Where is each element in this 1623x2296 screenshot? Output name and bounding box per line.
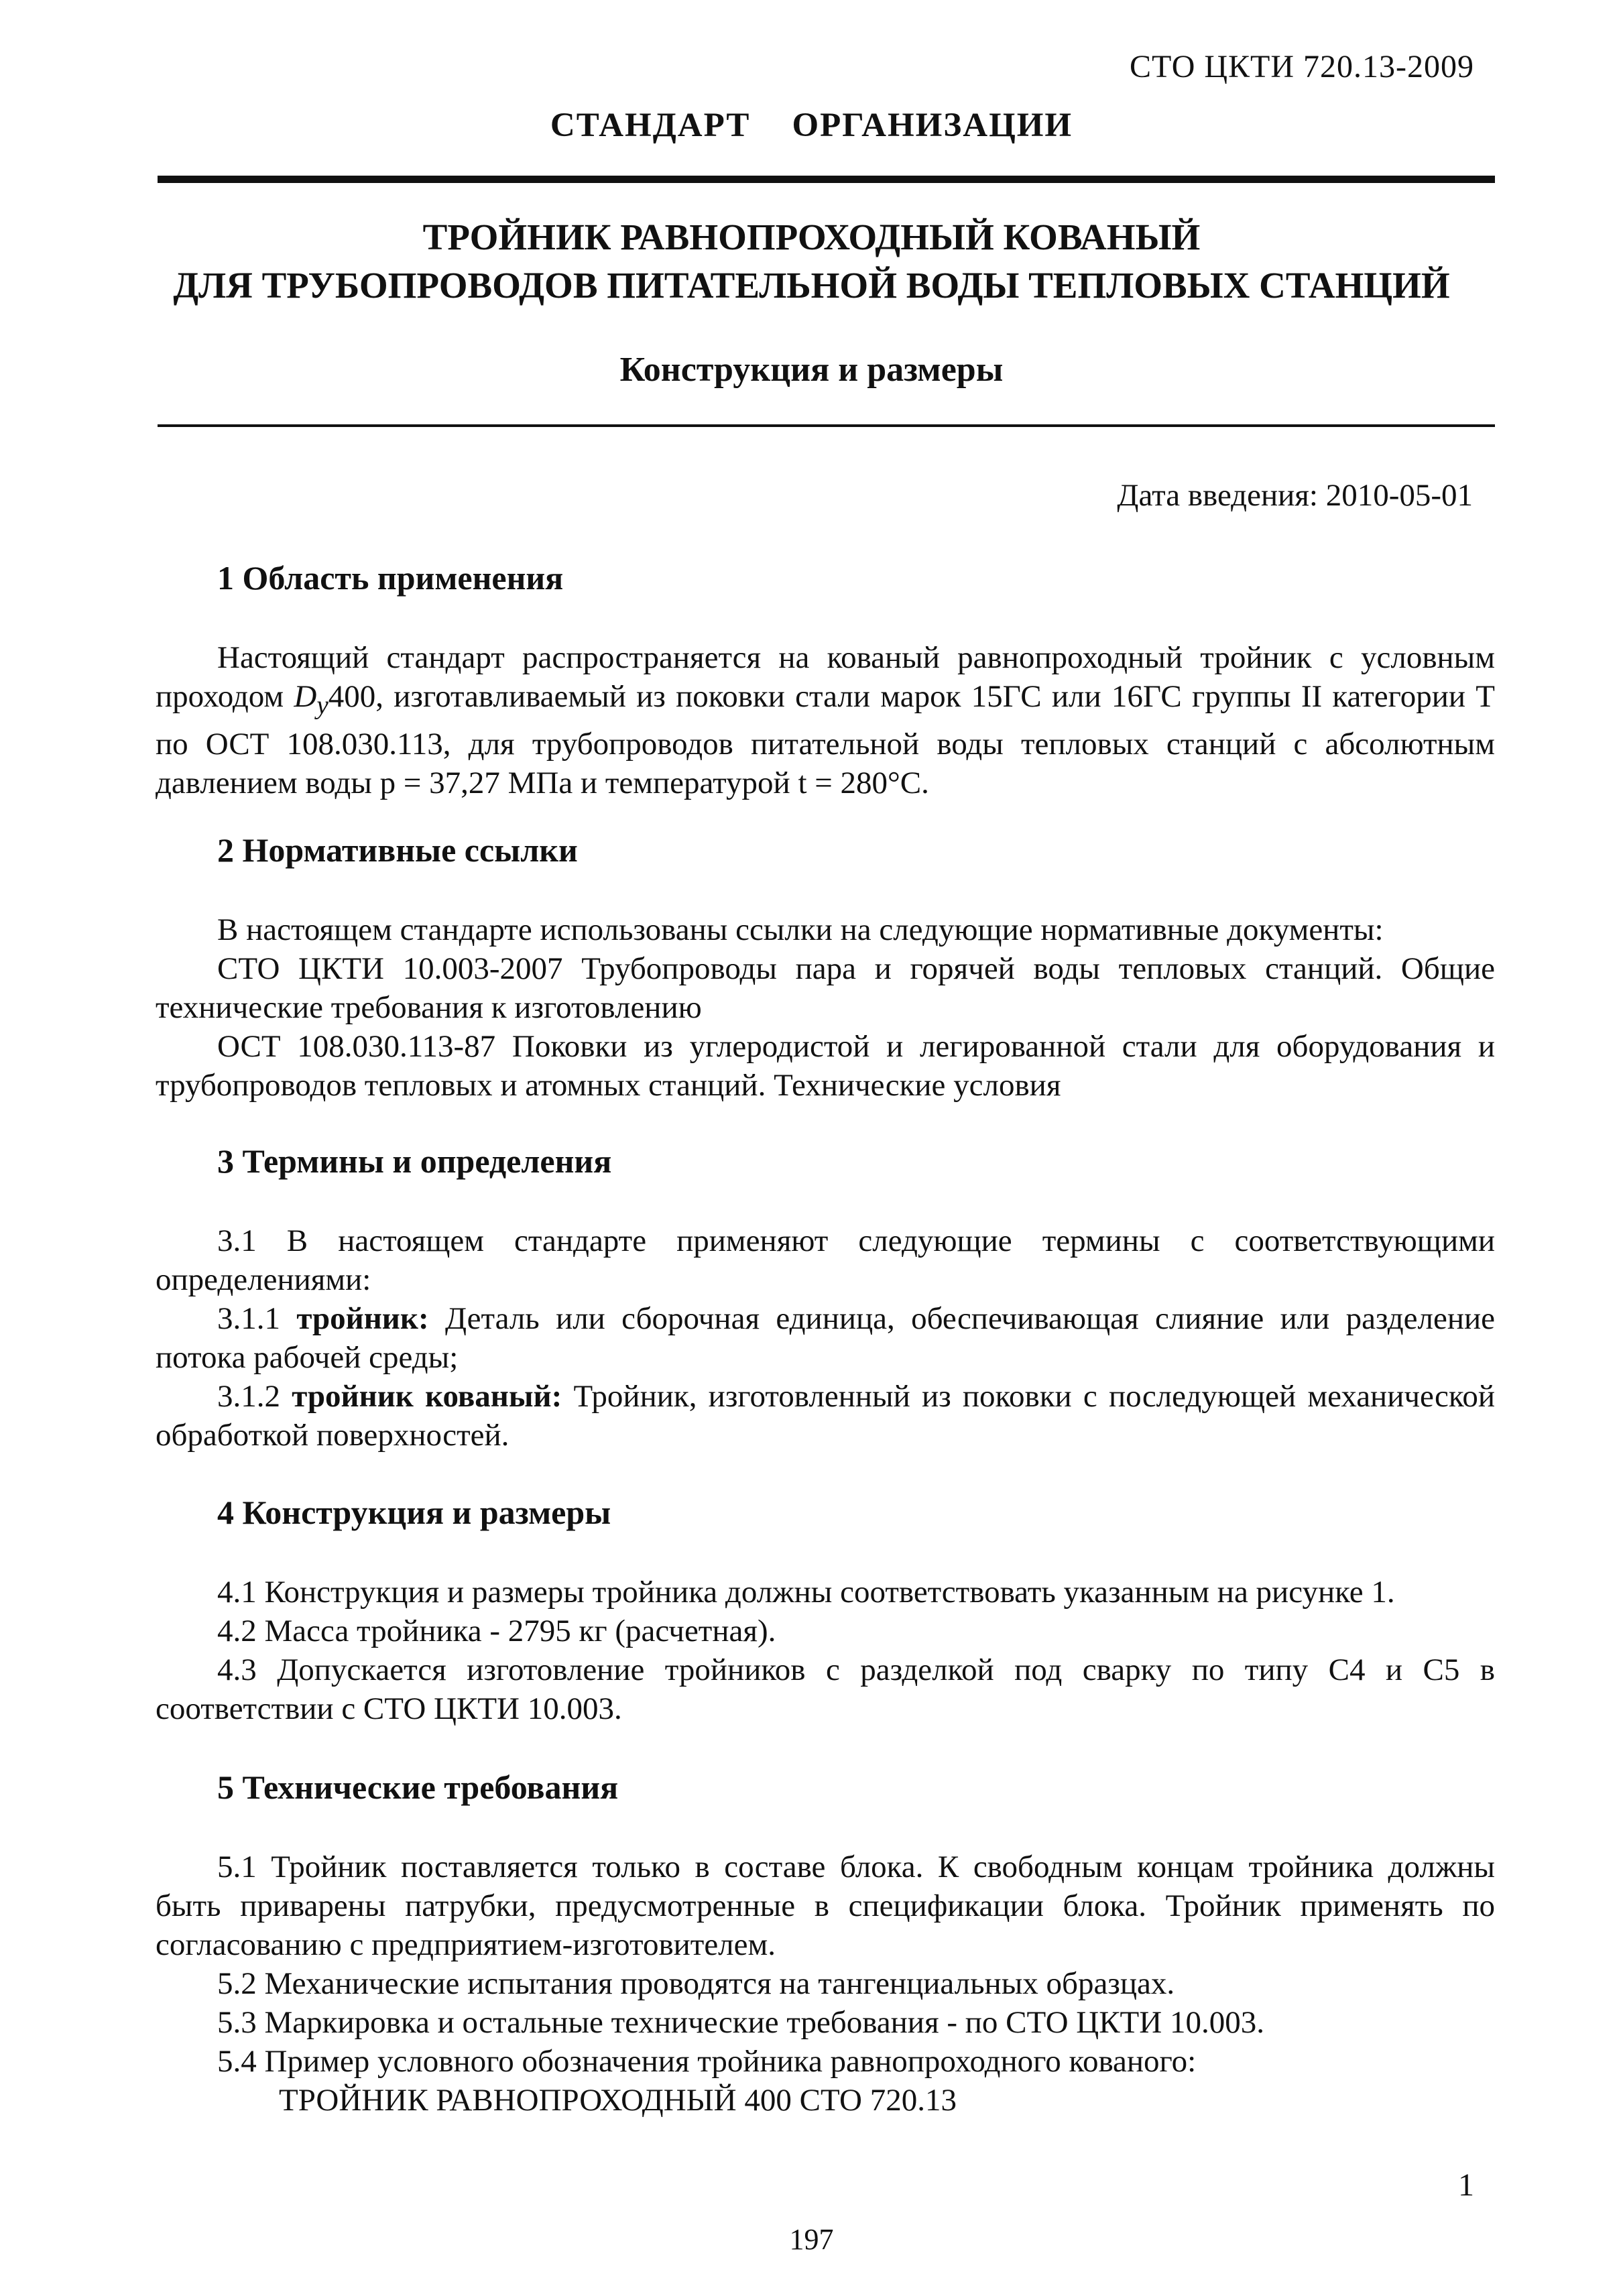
standard-word: СТАНДАРТ	[550, 107, 751, 144]
clause-4-3: 4.3 Допускается изготовление тройников с разделкой под сварку по типу С4 и С5 в соответствии с СТО ЦКТИ 10.003.	[156, 1652, 1495, 1726]
term-text: Деталь или сборочная единица, обеспечивающая слияние или разделение потока рабочей среды;	[156, 1301, 1495, 1375]
document-subtitle: Конструкция и размеры	[619, 351, 1004, 389]
organization-word: ОРГАНИЗАЦИИ	[792, 107, 1073, 144]
clause-5-4: 5.4 Пример условного обозначения тройника равнопроходного кованого:	[217, 2044, 1197, 2079]
nominal-diameter-subscript: y	[316, 690, 328, 720]
term-definition	[156, 1299, 1495, 1377]
section-technical-requirements	[156, 1767, 1495, 2120]
title-rule	[158, 424, 1495, 427]
section-heading: 2 Нормативные ссылки	[217, 831, 578, 869]
term-text: Тройник, изготовленный из поковки с последующей механической обработкой поверхностей.	[156, 1379, 1495, 1453]
introduction-date: Дата введения: 2010-05-01	[1117, 478, 1473, 513]
term-name: тройник кованый:	[292, 1379, 562, 1414]
term-number: 3.1.2	[217, 1379, 292, 1414]
title-line-2: ДЛЯ ТРУБОПРОВОДОВ ПИТАТЕЛЬНОЙ ВОДЫ ТЕПЛОВЫХ СТАНЦИЙ	[173, 265, 1450, 306]
standard-type-heading	[0, 106, 1623, 145]
designation-example: ТРОЙНИК РАВНОПРОХОДНЫЙ 400 СТО 720.13	[279, 2083, 957, 2118]
references-intro: В настоящем стандарте использованы ссылки на следующие нормативные документы:	[217, 912, 1384, 947]
clause-5-1: 5.1 Тройник поставляется только в составе блока. К свободным концам тройника должны быть приварены патрубки, предусмотренные в спецификации блока. Тройник применять по согласованию с предприятием-изготовителем.	[156, 1850, 1495, 1962]
section-normative-references	[156, 830, 1495, 1105]
scope-text-end: 400, изготавливаемый из поковки стали марок 15ГС или 16ГС группы II категории Т по ОСТ 108.030.113, для трубопроводов питательной воды тепловых станций с абсолютным давлением воды p = 37,27 МПа и температурой t = 280°С.	[156, 679, 1495, 801]
title-line-1: ТРОЙНИК РАВНОПРОХОДНЫЙ КОВАНЫЙ	[422, 217, 1201, 257]
section-design-dimensions	[156, 1492, 1495, 1728]
clause-5-3: 5.3 Маркировка и остальные технические требования - по СТО ЦКТИ 10.003.	[217, 2005, 1264, 2040]
term-name: тройник:	[296, 1301, 429, 1336]
reference-item: СТО ЦКТИ 10.003-2007 Трубопроводы пара и горячей воды тепловых станций. Общие технические требования к изготовлению	[156, 951, 1495, 1025]
document-code: СТО ЦКТИ 720.13-2009	[1129, 49, 1474, 84]
term-definition	[156, 1377, 1495, 1455]
clause-4-2: 4.2 Масса тройника - 2795 кг (расчетная).	[217, 1614, 776, 1648]
section-terms-definitions	[156, 1141, 1495, 1455]
section-heading: 3 Термины и определения	[217, 1142, 612, 1180]
clause-4-1: 4.1 Конструкция и размеры тройника должны соответствовать указанным на рисунке 1.	[217, 1575, 1395, 1610]
term-number: 3.1.1	[217, 1301, 297, 1336]
page-number: 1	[1458, 2167, 1474, 2203]
section-scope	[156, 558, 1495, 802]
footer-page-number: 197	[789, 2223, 834, 2256]
nominal-diameter-symbol: D	[294, 679, 317, 714]
section-heading: 4 Конструкция и размеры	[217, 1494, 611, 1531]
scope-text-start: Настоящий стандарт распространяется на кованый равнопроходный тройник с условным проходом	[156, 640, 1495, 714]
clause-5-2: 5.2 Механические испытания проводятся на тангенциальных образцах.	[217, 1966, 1175, 2001]
terms-intro: 3.1 В настоящем стандарте применяют следующие термины с соответствующими определениями:	[156, 1223, 1495, 1297]
section-heading: 1 Область применения	[217, 559, 564, 597]
reference-item: ОСТ 108.030.113-87 Поковки из углеродистой и легированной стали для оборудования и трубопроводов тепловых и атомных станций. Технические условия	[156, 1029, 1495, 1103]
scope-paragraph	[156, 638, 1495, 802]
section-heading: 5 Технические требования	[217, 1768, 619, 1806]
header-rule	[158, 176, 1495, 183]
